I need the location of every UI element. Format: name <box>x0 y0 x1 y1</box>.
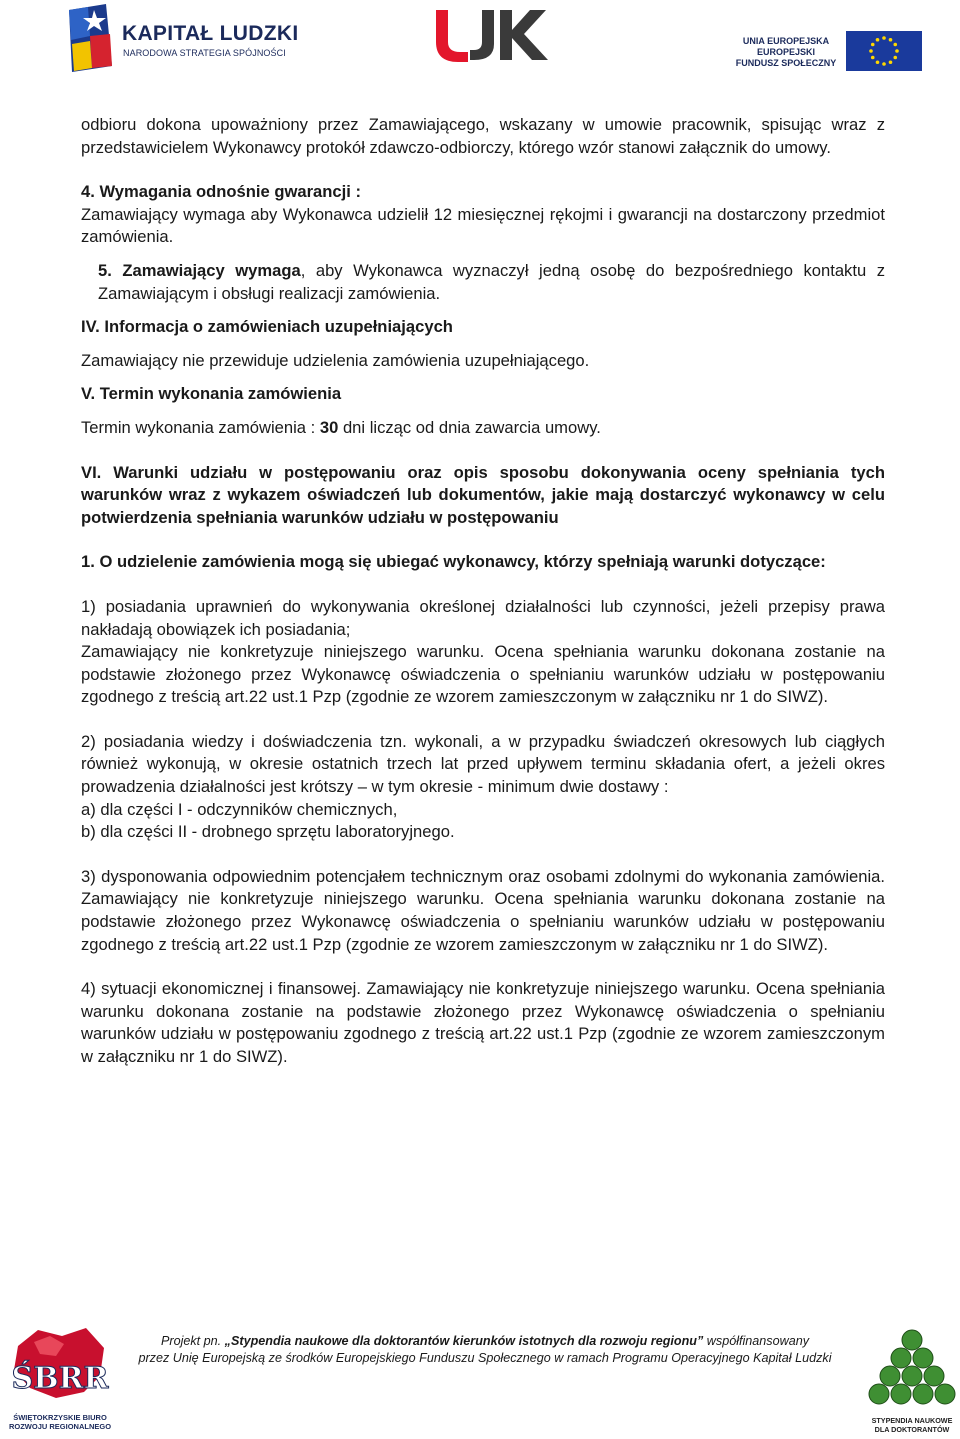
eu-line-1: UNIA EUROPEJSKA <box>742 36 830 46</box>
paragraph-section-5 <box>81 260 885 305</box>
heading-section-iv: IV. Informacja o zamówieniach uzupełniających <box>81 317 453 337</box>
eu-star-icon <box>882 36 886 40</box>
tree-icon <box>864 1326 960 1416</box>
condition-2-line-1: 2) posiadania wiedzy i doświadczenia tzn. wykonali, a w przypadku świadczeń okresowych lub ciągłych również wykonują, w okresie ostatnich trzech lat przed upływem terminu składania ofert, a jeżeli okres prowadzenia działalności jest krótszy – w tym okresie - minimum dwie dostawy : <box>81 731 885 797</box>
kapital-ludzki-flag-icon <box>66 4 116 72</box>
stypendia-logo <box>864 1326 960 1438</box>
eu-star-icon <box>876 60 880 64</box>
kapital-ludzki-subtitle: NARODOWA STRATEGIA SPÓJNOŚCI <box>123 48 286 58</box>
heading-section-vi: VI. Warunki udziału w postępowaniu oraz opis sposobu dokonywania oceny spełniania tych warunków wraz z wykazem oświadczeń lub dokumentów, jakie mają dostarczyć wykonawcy w celu potwierdzenia spełniania warunków udziału w postępowaniu <box>81 462 885 527</box>
kapital-ludzki-logo <box>66 4 299 72</box>
eu-star-icon <box>882 62 886 66</box>
footer-line-2: przez Unię Europejską ze środków Europejskiego Funduszu Społecznego w ramach Programu Operacyjnego Kapitał Ludzki <box>138 1351 832 1365</box>
kapital-ludzki-title: KAPITAŁ LUDZKI <box>122 22 299 45</box>
eu-flag-icon <box>846 31 922 71</box>
section-5-bold: 5. Zamawiający wymaga <box>98 260 301 280</box>
condition-2-part-b: b) dla części II - drobnego sprzętu laboratoryjnego. <box>81 822 455 842</box>
eu-star-icon <box>893 56 897 60</box>
condition-2-part-a: a) dla części I - odczynników chemicznych, <box>81 799 398 819</box>
heading-section-vi-1: 1. O udzielenie zamówienia mogą się ubiegać wykonawcy, którzy spełniają warunki dotyczące: <box>81 552 826 572</box>
heading-section-v: V. Termin wykonania zamówienia <box>81 384 342 404</box>
stypendia-line-2: DLA DOKTORANTÓW <box>874 1425 950 1434</box>
eu-logo-text <box>733 36 839 69</box>
eu-star-icon <box>876 38 880 42</box>
eu-star-icon <box>869 49 873 53</box>
termin-text-a: Termin wykonania zamówienia : <box>81 417 320 437</box>
footer-project-info <box>100 1333 870 1367</box>
svg-text:ŚBRR: ŚBRR <box>11 1361 109 1396</box>
condition-3: 3) dysponowania odpowiednim potencjałem technicznym oraz osobami zdolnymi do wykonania zamówienia. Zamawiający nie konkretyzuje niniejszego warunku. Ocena spełniania warunku dokonana zostanie na podstawie złożonego przez Wykonawcę oświadczenia o spełnianiu warunków udziału w postępowaniu zgodnego z treścią art.22 ust.1 Pzp (zgodnie ze wzorem zamieszczonym w załączniku nr 1 do SIWZ). <box>81 866 885 954</box>
eu-star-icon <box>871 43 875 47</box>
section-5-text: , aby Wykonawca wyznaczył jedną osobę do bezpośredniego kontaktu z Zamawiającym i obsługi realizacji zamówienia. <box>98 260 885 303</box>
condition-1-line-1: 1) posiadania uprawnień do wykonywania określonej działalności lub czynności, jeżeli przepisy prawa nakładają obowiązek ich posiadania; <box>81 596 885 639</box>
eu-star-icon <box>895 49 899 53</box>
sbrr-line-2: ROZWOJU REGIONALNEGO <box>8 1422 112 1431</box>
footer-line-1-a: Projekt pn. <box>160 1334 225 1348</box>
stypendia-line-1: STYPENDIA NAUKOWE <box>871 1416 953 1425</box>
sbrr-caption <box>4 1413 116 1431</box>
eu-star-icon <box>889 60 893 64</box>
eu-line-3: FUNDUSZ SPOŁECZNY <box>735 58 837 68</box>
eu-star-icon <box>871 56 875 60</box>
paragraph-odbioru: odbioru dokona upoważniony przez Zamawiającego, wskazany w umowie pracownik, spisując wraz z przedstawicielem Wykonawcy protokół zdawczo-odbiorczy, którego wzór stanowi załącznik do umowy. <box>81 115 885 157</box>
ujk-logo <box>430 6 562 64</box>
footer-line-1 <box>100 1333 870 1350</box>
stypendia-caption <box>864 1416 960 1434</box>
condition-4: 4) sytuacji ekonomicznej i finansowej. Zamawiający nie konkretyzuje niniejszego warunku. Ocena spełniania warunku dokonana zostanie na podstawie złożonego przez Wykonawcę oświadczenia o spełnianiu warunków udziału w postępowaniu zgodnego z treścią art.22 ust.1 Pzp (zgodnie ze wzorem zamieszczonym w załączniku nr 1 do SIWZ). <box>81 979 885 1066</box>
eu-line-2: EUROPEJSKI <box>756 47 816 57</box>
heading-section-4: 4. Wymagania odnośnie gwarancji : <box>81 182 362 202</box>
eu-star-icon <box>889 38 893 42</box>
footer-line-1-c: współfinansowany <box>703 1334 810 1348</box>
condition-1-line-2: Zamawiający nie konkretyzuje niniejszego warunku. Ocena spełniania warunku dokonana zostanie na podstawie złożonego przez Wykonawcę oświadczenia o spełnianiu warunków udziału w postępowaniu zgodnego z treścią art.22 ust.1 Pzp (zgodnie ze wzorem zamieszczonym w załączniku nr 1 do SIWZ). <box>81 642 885 707</box>
sbrr-line-1: ŚWIĘTOKRZYSKIE BIURO <box>13 1413 107 1422</box>
footer-project-title: „Stypendia naukowe dla doktorantów kierunków istotnych dla rozwoju regionu” <box>224 1334 704 1348</box>
eu-star-icon <box>893 43 897 47</box>
termin-text-b: dni licząc od dnia zawarcia umowy. <box>338 417 601 437</box>
termin-days: 30 <box>319 417 339 437</box>
paragraph-section-v <box>81 417 885 440</box>
paragraph-section-4: Zamawiający wymaga aby Wykonawca udzielił 12 miesięcznej rękojmi i gwarancji na dostarczony przedmiot zamówienia. <box>81 204 885 247</box>
document-body <box>81 114 885 1069</box>
paragraph-section-iv: Zamawiający nie przewiduje udzielenia zamówienia uzupełniającego. <box>81 350 590 370</box>
eu-logo <box>733 30 928 72</box>
